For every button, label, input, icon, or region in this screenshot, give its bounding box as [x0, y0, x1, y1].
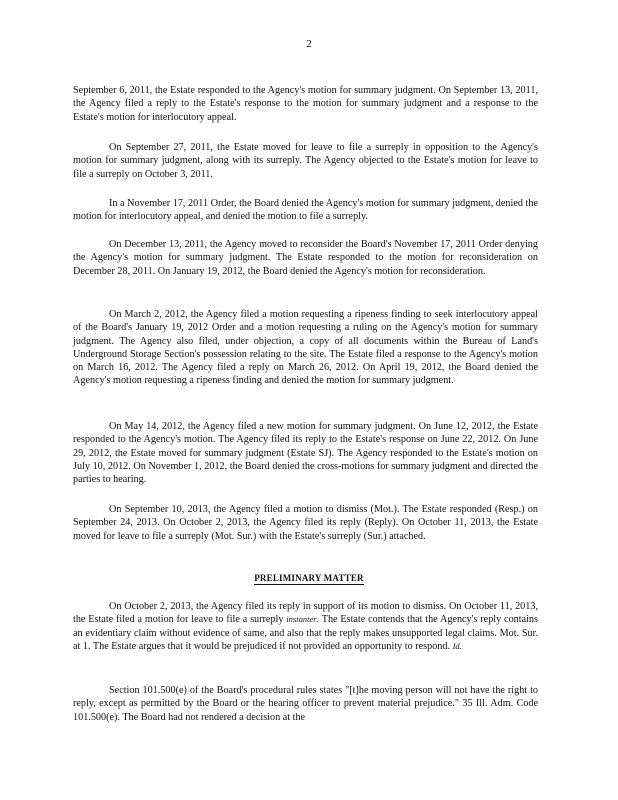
- paragraph-2: On September 27, 2011, the Estate moved for leave to file a surreply in opposition to the Agency's motion for summary judgment, along with its surreply. The Agency objected to the Estate's motion for leave to file a surreply on October 3, 2011.: [73, 142, 538, 180]
- id-citation: Id.: [452, 640, 462, 651]
- paragraph-4: On December 13, 2011, the Agency moved to reconsider the Board's November 17, 2011 Order denying the Agency's motion for summary judgment. The Estate responded to the motion for reconsideration on December 28, 2011. On January 19, 2012, the Board denied the Agency's motion for reconsideration.: [73, 239, 538, 277]
- paragraph-5: On March 2, 2012, the Agency filed a motion requesting a ripeness finding to seek interlocutory appeal of the Board's January 19, 2012 Order and a motion requesting a ruling on the Agency's motion for summary judgment. The Agency also filed, under objection, a copy of all documents within the Bureau of Land's Underground Storage Section's possession relating to the site. The Estate filed a response to the Agency's motion on March 16, 2012. The Agency filed a reply on March 26, 2012. On April 19, 2012, the Board denied the Agency's motion requesting a ripeness finding and denied the motion for summary judgment.: [73, 309, 538, 387]
- instanter-italic: instanter: [286, 614, 317, 625]
- paragraph-1: September 6, 2011, the Estate responded to the Agency's motion for summary judgment. On September 13, 2011, the Agency filed a reply to the Estate's response to the motion for summary judgment and a response to the Estate's motion for interlocutory appeal.: [73, 85, 538, 123]
- paragraph-7: On September 10, 2013, the Agency filed a motion to dismiss (Mot.). The Estate responded (Resp.) on September 24, 2013. On October 2, 2013, the Agency filed its reply (Reply). On October 11, 2013, the Estate moved for leave to file a surreply (Mot. Sur.) with the Estate's surreply (Sur.) attached.: [73, 504, 538, 542]
- paragraph-6: On May 14, 2012, the Agency filed a new motion for summary judgment. On June 12, 2012, the Estate responded to the Agency's motion. The Agency filed its reply to the Estate's response on June 22, 2012. On June 29, 2012, the Estate moved for summary judgment (Estate SJ). The Agency responded to the Estate's motion on July 10, 2012. On November 1, 2012, the Board denied the cross-motions for summary judgment and directed the parties to hearing.: [73, 421, 538, 486]
- section-heading: PRELIMINARY MATTER: [254, 573, 364, 583]
- paragraph-3: In a November 17, 2011 Order, the Board denied the Agency's motion for summary judgment, denied the motion for interlocutory appeal, and denied the motion to file a surreply.: [73, 198, 538, 223]
- paragraph-9: Section 101.500(e) of the Board's procedural rules states "[t]he moving person will not have the right to reply, except as permitted by the Board or the hearing officer to prevent material prejudice." 35 Ill. Adm. Code 101.500(e). The Board had not rendered a decision at the: [73, 685, 538, 723]
- page-number: 2: [306, 38, 312, 50]
- paragraph-8: On October 2, 2013, the Agency filed its reply in support of its motion to dismiss. On October 11, 2013, the Estate filed a motion for leave to file a surreply instanter. The Estate contends that the Agency's reply contains an evidentiary claim without evidence of same, and also that the reply makes unsupported legal claims. Mot. Sur. at 1. The Estate argues that it would be prejudiced if not provided an opportunity to respond. Id.: [73, 601, 538, 652]
